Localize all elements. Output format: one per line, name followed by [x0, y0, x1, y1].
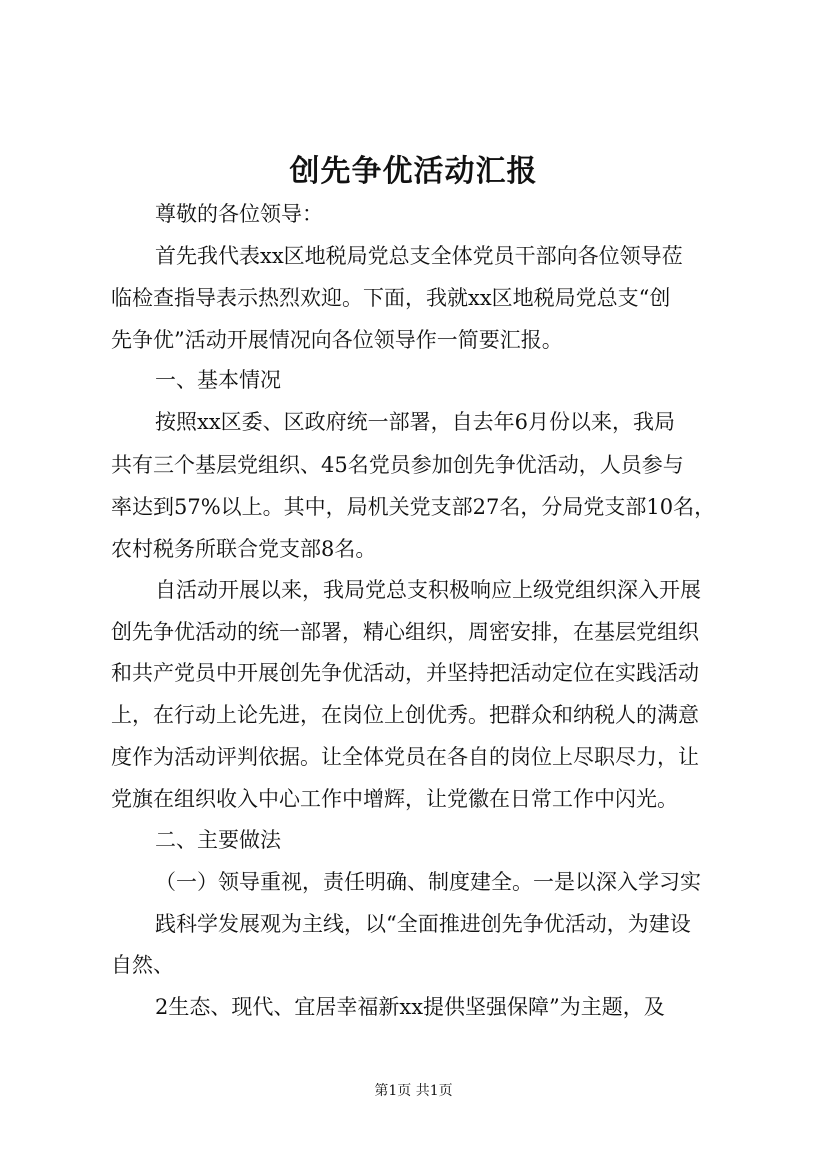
- salutation-line: 尊敬的各位领导：: [155, 202, 323, 226]
- section-heading: 二、主要做法: [155, 828, 281, 852]
- body-line: 首先我代表xx区地税局党总支全体党员干部向各位领导莅: [155, 244, 683, 268]
- body-line: 自然、: [111, 953, 174, 977]
- body-line: 共有三个基层党组织、45名党员参加创先争优活动，人员参与: [111, 453, 684, 477]
- body-line: 先争优”活动开展情况向各位领导作一简要汇报。: [111, 328, 563, 352]
- body-line: 自活动开展以来，我局党总支积极响应上级党组织深入开展: [155, 578, 701, 602]
- section-heading: 一、基本情况: [155, 368, 281, 392]
- body-line: 农村税务所联合党支部8名。: [111, 537, 377, 561]
- body-line: 上，在行动上论先进，在岗位上创优秀。把群众和纳税人的满意: [111, 703, 699, 727]
- body-line: 率达到57%以上。其中，局机关党支部27名，分局党支部10名，: [111, 495, 716, 519]
- body-line: （一）领导重视，责任明确、制度建全。一是以深入学习实: [155, 870, 701, 894]
- body-line: 度作为活动评判依据。让全体党员在各自的岗位上尽职尽力，让: [111, 745, 699, 769]
- body-line: 党旗在组织收入中心工作中增辉，让党徽在日常工作中闪光。: [111, 787, 678, 811]
- body-line: 临检查指导表示热烈欢迎。下面，我就xx区地税局党总支“创: [111, 286, 671, 310]
- document-title: 创先争优活动汇报: [289, 154, 538, 189]
- page-footer: 第1页 共1页: [374, 1083, 453, 1099]
- body-line: 创先争优活动的统一部署，精心组织，周密安排，在基层党组织: [111, 620, 699, 644]
- body-line: 按照xx区委、区政府统一部署，自去年6月份以来，我局: [155, 410, 676, 434]
- body-line: 2生态、现代、宜居幸福新xx提供坚强保障”为主题，及: [155, 995, 665, 1019]
- body-line: 践科学发展观为主线，以“全面推进创先争优活动，为建设: [155, 912, 691, 936]
- body-line: 和共产党员中开展创先争优活动，并坚持把活动定位在实践活动: [111, 661, 699, 685]
